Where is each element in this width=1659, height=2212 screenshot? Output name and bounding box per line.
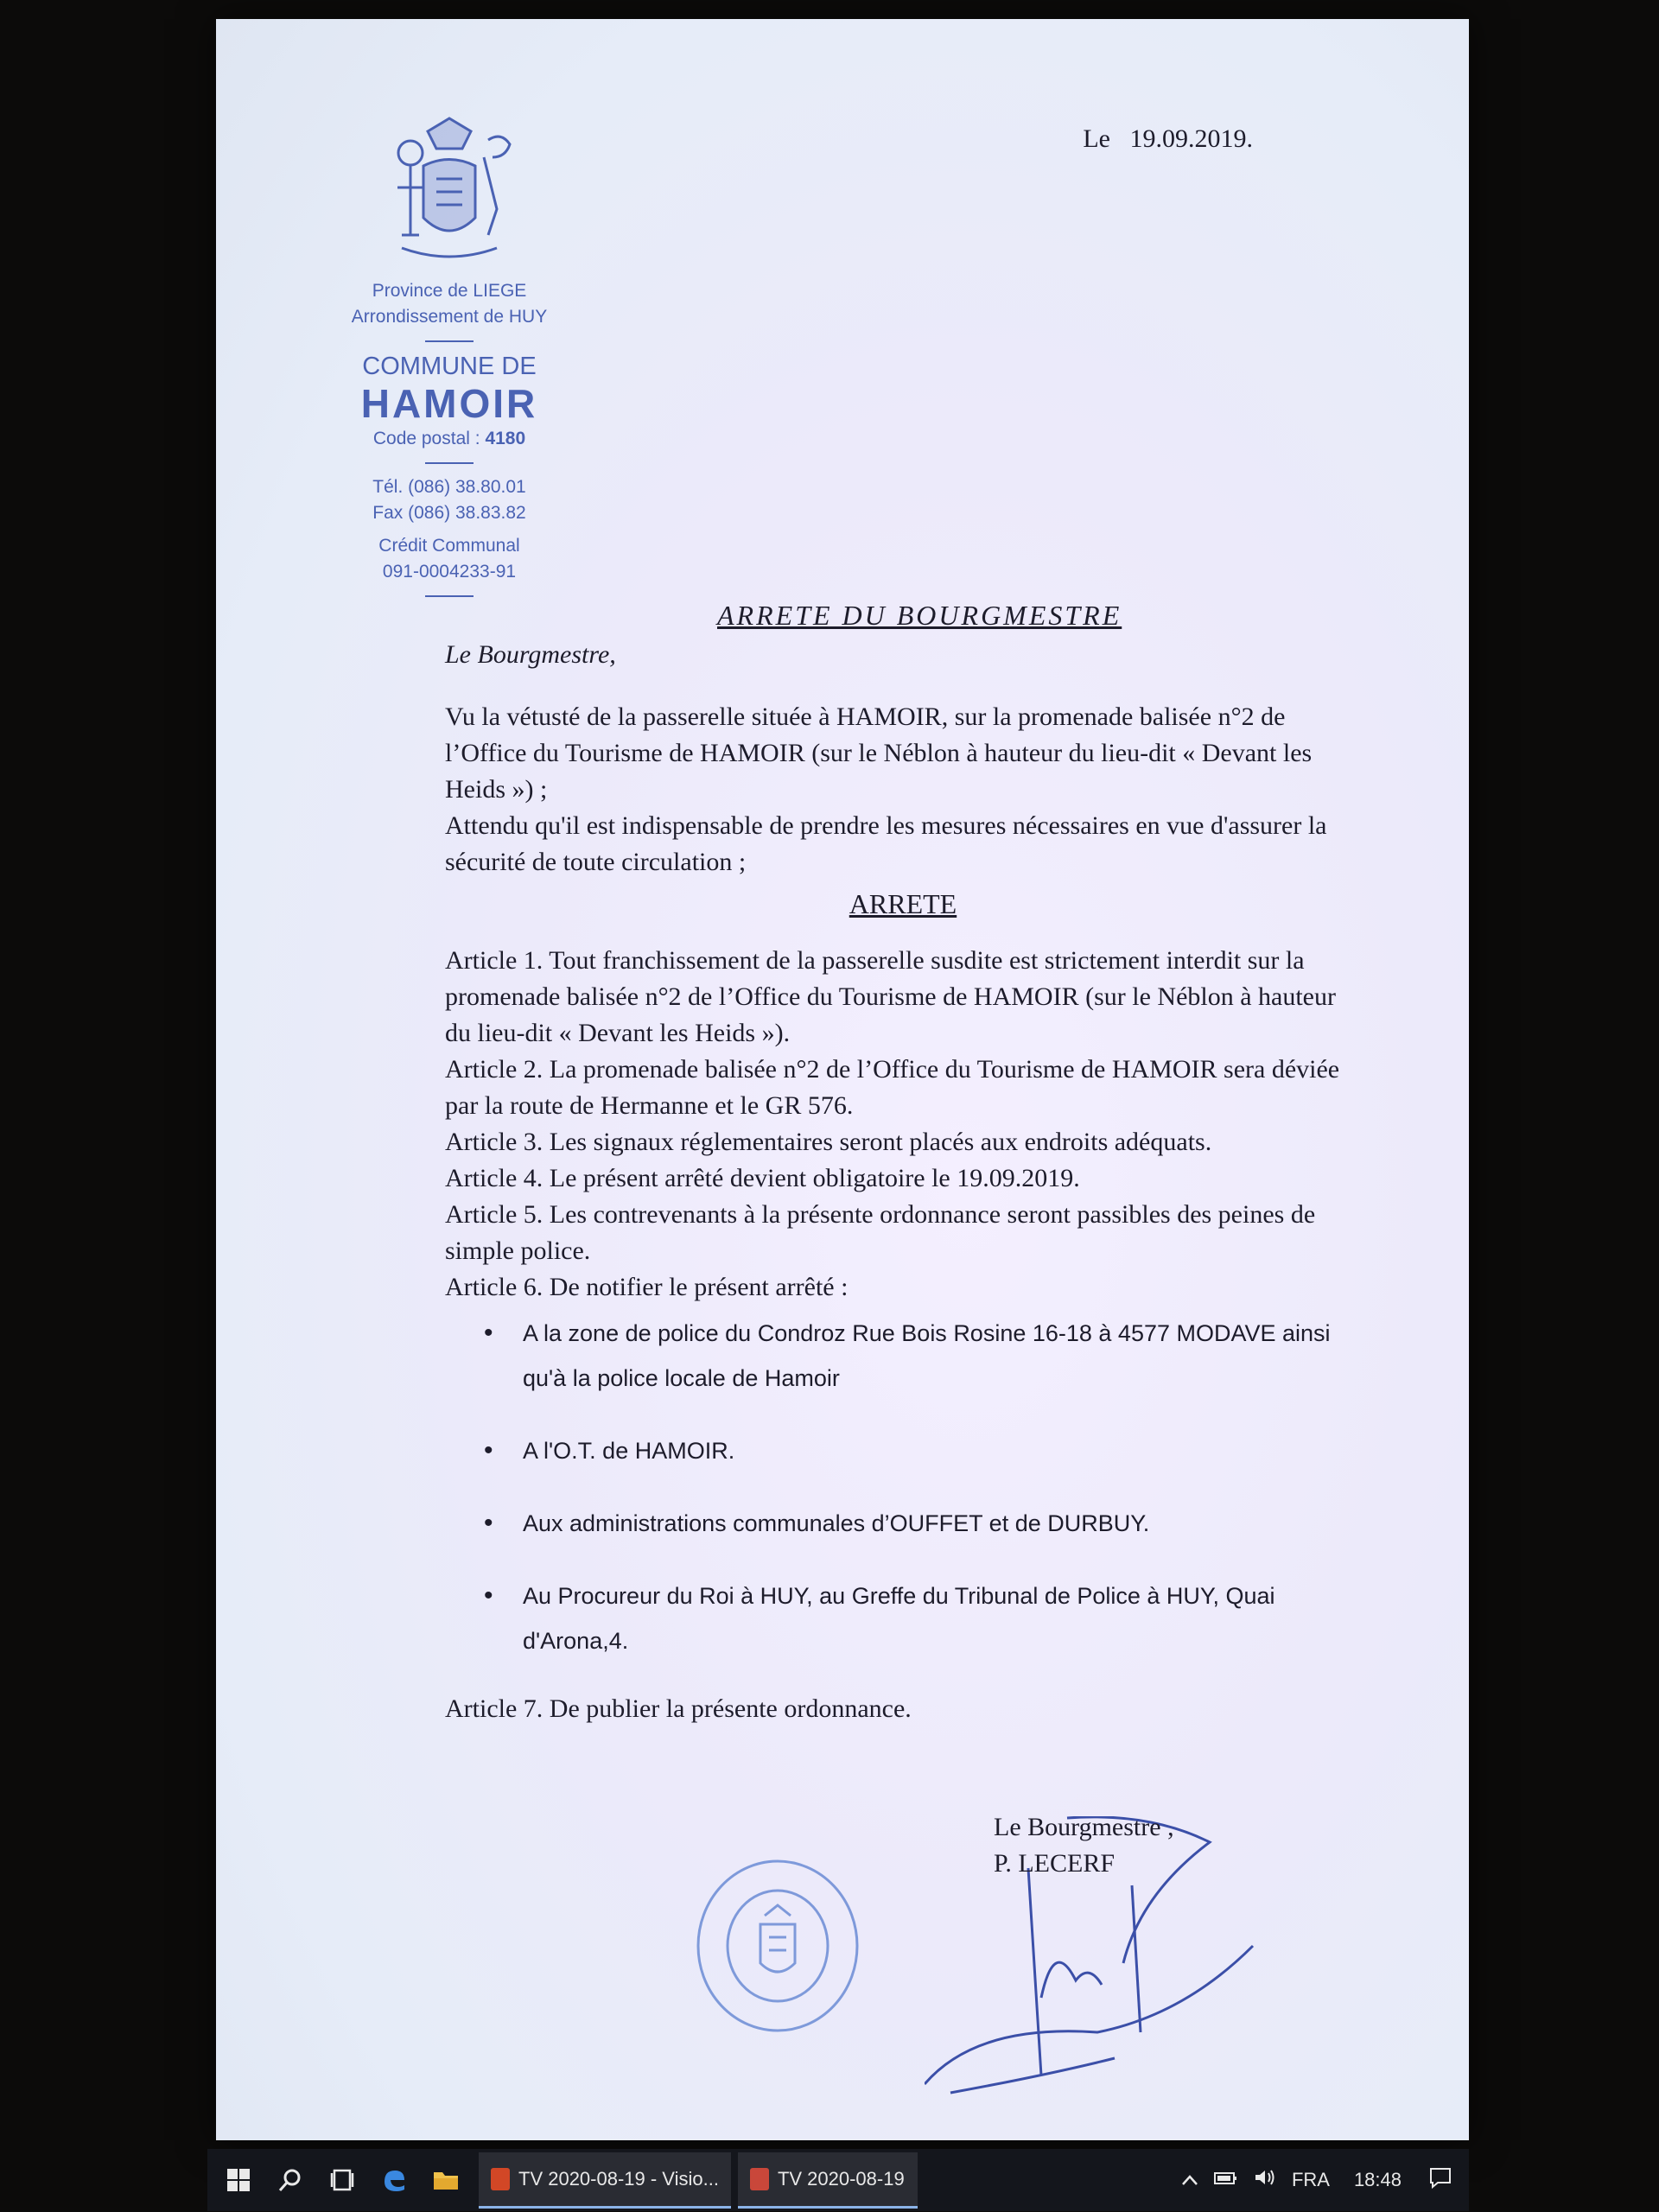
province-label: Province de LIEGE bbox=[372, 281, 527, 301]
taskbar-app-label: TV 2020-08-19 - Visio... bbox=[518, 2167, 719, 2190]
article: Article 3. Les signaux réglementaires seront placés aux endroits adéquats. bbox=[445, 1128, 1212, 1156]
arrete-heading: ARRETE bbox=[849, 888, 957, 919]
commune-seal bbox=[691, 1855, 864, 2037]
commune-name: HAMOIR bbox=[360, 381, 538, 426]
windows-start-icon[interactable] bbox=[219, 2161, 257, 2199]
arrondissement-label: Arrondissement de HUY bbox=[351, 307, 548, 327]
document-page bbox=[216, 19, 1469, 2140]
notifications-icon[interactable] bbox=[1429, 2166, 1452, 2194]
list-item: • Aux administrations communales d’OUFFET et de DURBUY. bbox=[484, 1501, 1361, 1546]
taskbar-app-label: TV 2020-08-19 bbox=[777, 2167, 905, 2190]
paragraph: Vu la vétusté de la passerelle située à HAMOIR, sur la promenade balisée n°2 de l’Office du Tourisme de HAMOIR (sur le Néblon à hauteur du lieu-dit « Devant les Heids ») ; bbox=[445, 702, 1313, 804]
search-icon[interactable] bbox=[271, 2161, 309, 2199]
bank-label: Crédit Communal bbox=[378, 536, 520, 556]
signature-block bbox=[994, 1809, 1174, 1882]
salutation: Le Bourgmestre, bbox=[445, 640, 616, 669]
bank-account: 091-0004233-91 bbox=[382, 562, 517, 582]
edge-browser-icon[interactable] bbox=[375, 2161, 413, 2199]
powerpoint-icon bbox=[491, 2168, 510, 2190]
article: Article 4. Le présent arrêté devient obligatoire le 19.09.2019. bbox=[445, 1164, 1080, 1192]
article: Article 7. De publier la présente ordonnance. bbox=[445, 1694, 912, 1723]
postal-code-line bbox=[328, 426, 570, 452]
chevron-up-icon[interactable] bbox=[1181, 2169, 1198, 2191]
notify-list bbox=[445, 1311, 1361, 1663]
fax: Fax (086) 38.83.82 bbox=[372, 503, 526, 523]
postal-code: 4180 bbox=[485, 429, 526, 448]
list-item: • A l'O.T. de HAMOIR. bbox=[484, 1428, 1361, 1473]
taskbar-app-powerpoint[interactable] bbox=[479, 2152, 731, 2209]
article: Article 6. De notifier le présent arrêté : bbox=[445, 1273, 849, 1301]
document-date: Le 19.09.2019. bbox=[1083, 124, 1253, 153]
divider bbox=[425, 462, 474, 464]
file-explorer-icon[interactable] bbox=[427, 2161, 465, 2199]
battery-icon[interactable] bbox=[1214, 2169, 1238, 2191]
windows-taskbar bbox=[207, 2149, 1469, 2211]
divider bbox=[425, 595, 474, 597]
telephone: Tél. (086) 38.80.01 bbox=[372, 477, 526, 497]
taskbar-app-document[interactable] bbox=[738, 2152, 918, 2209]
list-item: • Au Procureur du Roi à HUY, au Greffe du Tribunal de Police à HUY, Quai d'Arona,4. bbox=[484, 1573, 1361, 1663]
article: Article 2. La promenade balisée n°2 de l’Office du Tourisme de HAMOIR sera déviée par la route de Hermanne et le GR 576. bbox=[445, 1055, 1340, 1120]
document-app-icon bbox=[750, 2168, 769, 2190]
language-indicator[interactable]: FRA bbox=[1291, 2169, 1330, 2190]
signatory-role: Le Bourgmestre , bbox=[994, 1813, 1174, 1841]
document-title: ARRETE DU BOURGMESTRE bbox=[717, 600, 1122, 631]
letterhead bbox=[328, 105, 570, 607]
article: Article 5. Les contrevenants à la présente ordonnance seront passibles des peines de simple police. bbox=[445, 1200, 1316, 1265]
clock-time[interactable]: 18:48 bbox=[1353, 2169, 1402, 2190]
divider bbox=[425, 340, 474, 342]
coat-of-arms-icon bbox=[376, 105, 523, 270]
task-view-icon[interactable] bbox=[323, 2161, 361, 2199]
speaker-icon[interactable] bbox=[1254, 2168, 1276, 2192]
postal-label: Code postal : bbox=[372, 429, 480, 448]
paragraph: Attendu qu'il est indispensable de prendre les mesures nécessaires en vue d'assurer la sécurité de toute circulation ; bbox=[445, 811, 1327, 876]
commune-label: COMMUNE DE bbox=[362, 353, 537, 380]
system-tray bbox=[1181, 2166, 1469, 2194]
article: Article 1. Tout franchissement de la passerelle susdite est strictement interdit sur la promenade balisée n°2 de l’Office du Tourisme de HAMOIR (sur le Néblon à hauteur du lieu-dit « Devant les Heids »). bbox=[445, 946, 1336, 1047]
document-body bbox=[445, 637, 1361, 1727]
signatory-name: P. LECERF bbox=[994, 1849, 1116, 1878]
list-item: • A la zone de police du Condroz Rue Bois Rosine 16-18 à 4577 MODAVE ainsi qu'à la police locale de Hamoir bbox=[484, 1311, 1361, 1401]
